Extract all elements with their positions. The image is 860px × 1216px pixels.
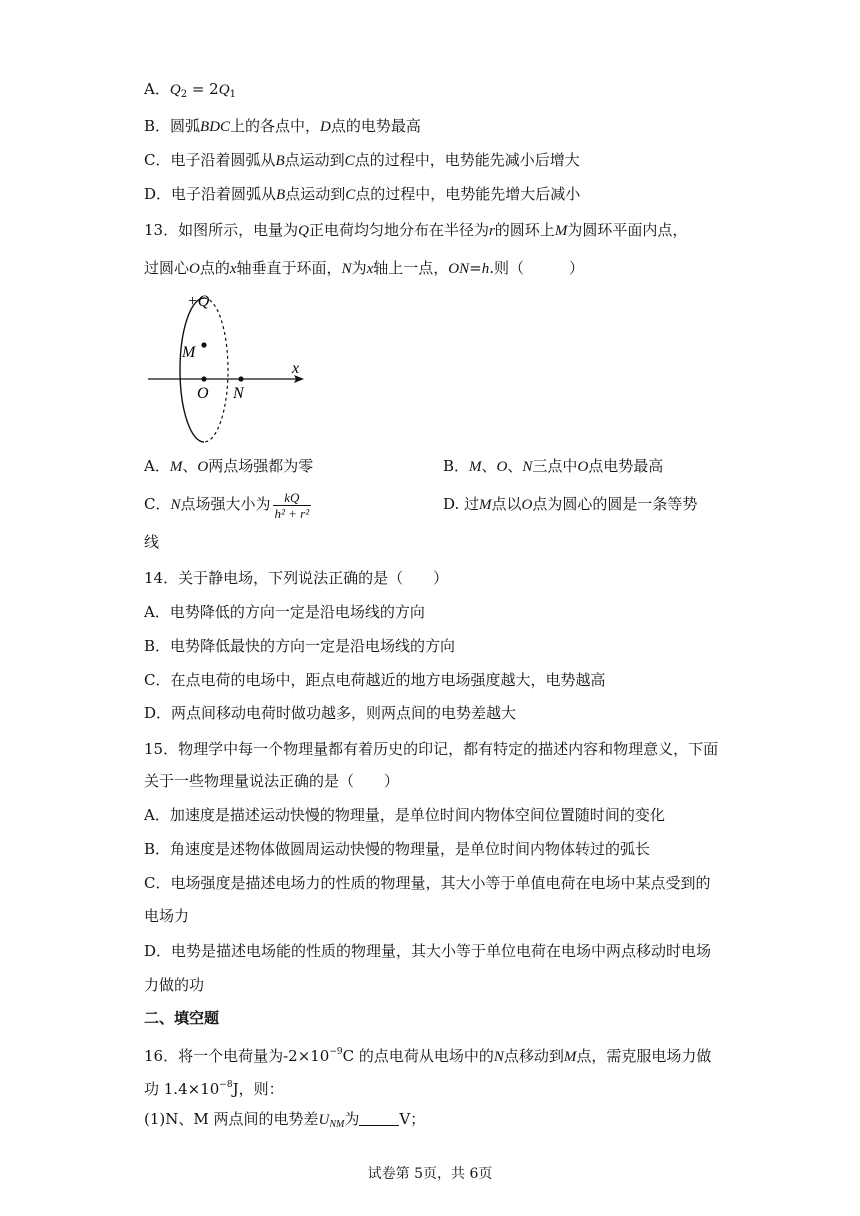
answer-blank[interactable] (359, 1111, 399, 1126)
page-footer: 试卷第 5页，共 6页 (367, 1166, 493, 1182)
q16-subquestion-1: (1)N、M 两点间的电势差$U_{NM}$为 V； (144, 1110, 426, 1130)
point-n-label: N (233, 385, 244, 402)
point-m-label: M (182, 344, 196, 361)
q15-stem-line1: 15．物理学中每一个物理量都有着历史的印记，都有特定的描述内容和物理意义，下面 (144, 740, 719, 758)
q15-stem-line2: 关于一些物理量说法正确的是（ ） (144, 772, 400, 790)
q12-option-c: C．电子沿着圆弧从B点运动到C点的过程中，电势能先减小后增大 (144, 151, 580, 169)
point-o-dot (201, 376, 206, 381)
q16-stem-line1: 16．将一个电荷量为$-2\times 10^{-9}C$ 的点电荷从电场中的N点移动到M点，需克服电场力做 (144, 1047, 712, 1065)
q14-option-c: C．在点电荷的电场中，距点电荷越近的地方电场强度越大，电势越高 (144, 671, 606, 689)
q13-option-a: A．M、O两点场强都为零 (144, 457, 314, 475)
charge-label: +Q (187, 293, 210, 310)
q13-stem-line2: 过圆心O点的x轴垂直于环面，N为x轴上一点，ON=h.则（ ） (144, 259, 584, 277)
q13-option-b: B．M、O、N三点中O点电势最高 (443, 457, 664, 475)
q15-option-a: A．加速度是描述运动快慢的物理量，是单位时间内物体空间位置随时间的变化 (144, 806, 665, 824)
point-o-label: O (197, 385, 209, 402)
q12-option-b: B．圆弧BDC上的各点中，D点的电势最高 (144, 117, 421, 135)
x-axis-label: x (292, 360, 300, 377)
q12-option-a: A．$Q_2 = 2Q_1$ (144, 80, 236, 100)
q15-option-c-line2: 电场力 (144, 907, 190, 925)
ring-right-half-dashed (204, 298, 228, 442)
q13-stem-line1: 13．如图所示，电量为Q正电荷均匀地分布在半径为r的圆环上M为圆环平面内点， (144, 221, 688, 239)
q15-option-d-line2: 力做的功 (144, 976, 205, 994)
point-n-dot (238, 376, 243, 381)
q15-option-b: B．角速度是述物体做圆周运动快慢的物理量，是单位时间内物体转过的弧长 (144, 840, 651, 858)
q12-option-d: D．电子沿着圆弧从B点运动到C点的过程中，电势能先增大后减小 (144, 185, 581, 203)
section-heading-fill-blank: 二、填空题 (144, 1009, 220, 1027)
point-m-dot (201, 342, 206, 347)
q15-option-d-line1: D．电势是描述电场能的性质的物理量，其大小等于单位电荷在电场中两点移动时电场 (144, 942, 712, 960)
field-strength-fraction: $\frac{kQ}{\text{h² + r²}}$ (274, 489, 310, 521)
q15-option-c-line1: C．电场强度是描述电场力的性质的物理量，其大小等于单值电荷在电场中某点受到的 (144, 874, 711, 892)
q13-option-d: D. 过M点以O点为圆心的圆是一条等势 (443, 495, 698, 513)
q16-stem-line2: 功 $1.4\times 10^{-8}J$，则： (144, 1080, 284, 1098)
q13-option-d-wrap: 线 (144, 533, 160, 551)
q14-stem: 14．关于静电场，下列说法正确的是（ ） (144, 569, 449, 587)
ring-left-half (180, 298, 204, 442)
ring-charge-figure (144, 290, 324, 450)
q14-option-a: A．电势降低的方向一定是沿电场线的方向 (144, 603, 425, 621)
q14-option-d: D．两点间移动电荷时做功越多，则两点间的电势差越大 (144, 704, 517, 722)
q14-option-b: B．电势降低最快的方向一定是沿电场线的方向 (144, 637, 456, 655)
q13-option-c: C．N点场强大小为 $\frac{kQ}{\text{h² + r²}}$ (144, 489, 310, 521)
